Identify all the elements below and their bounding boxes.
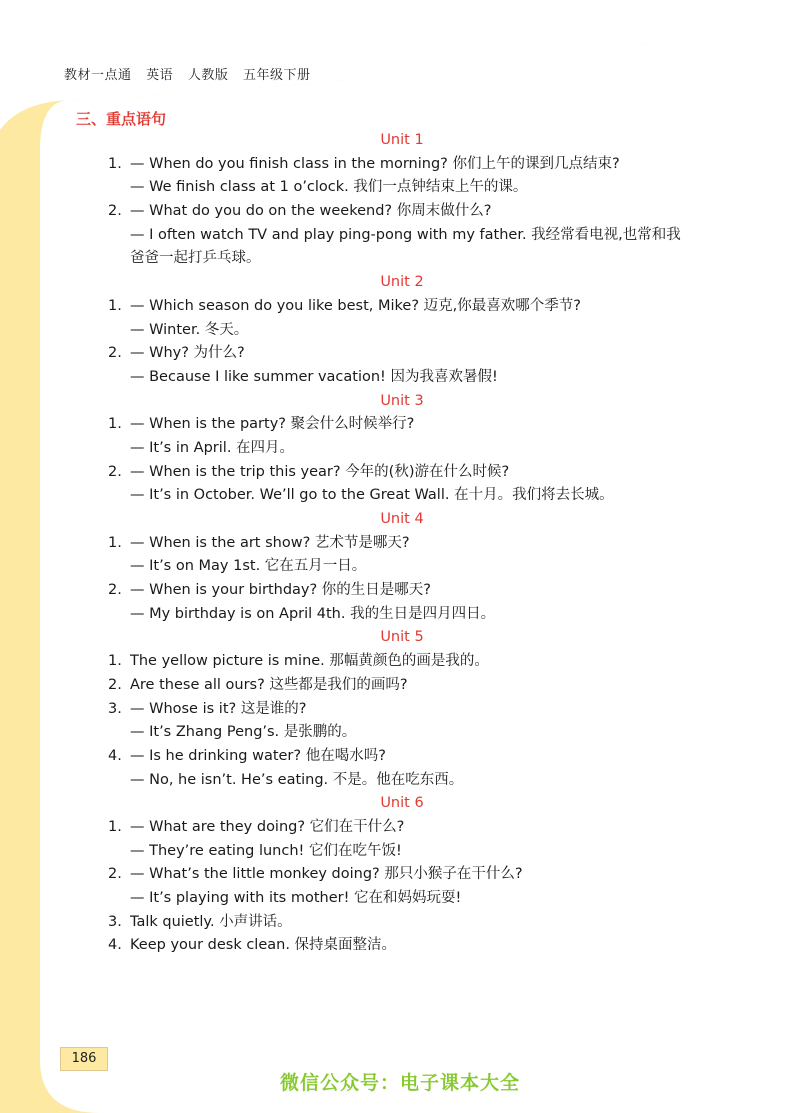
sentence-item <box>0 153 800 177</box>
item-text: The yellow picture is mine. 那幅黄颜色的画是我的。 <box>130 653 489 670</box>
item-number: 1. <box>108 534 122 551</box>
unit-title: Unit 4 <box>380 511 424 527</box>
item-text: — Is he drinking water? 他在喝水吗? <box>130 747 386 764</box>
item-number: 1. <box>108 416 122 433</box>
item-number: 4. <box>108 937 122 954</box>
sentence-line: — My birthday is on April 4th. 我的生日是四月四日。 <box>130 605 496 622</box>
item-text: — When do you finish class in the morning? 你们上午的课到几点结束? <box>130 155 620 172</box>
sentence-item <box>0 650 800 674</box>
sentence-line: — It’s in October. We’ll go to the Great Wall. 在十月。我们将去长城。 <box>130 487 614 504</box>
item-text: — Why? 为什么? <box>130 345 245 362</box>
item-text: — When is the party? 聚会什么时候举行? <box>130 416 415 433</box>
page-number: 186 <box>60 1047 108 1071</box>
sentence-item <box>0 698 800 722</box>
item-text: — What are they doing? 它们在干什么? <box>130 818 405 835</box>
item-number: 1. <box>108 155 122 172</box>
unit-title: Unit 1 <box>380 132 424 148</box>
sentence-item <box>0 200 800 224</box>
sentence-item <box>0 934 800 958</box>
item-text: — Which season do you like best, Mike? 迈克,你最喜欢哪个季节? <box>130 297 581 314</box>
item-text: — When is the trip this year? 今年的(秋)游在什么时候? <box>130 463 510 480</box>
item-text: — What’s the little monkey doing? 那只小猴子在干什么? <box>130 866 523 883</box>
item-text: — What do you do on the weekend? 你周末做什么? <box>130 203 492 220</box>
item-number: 1. <box>108 297 122 314</box>
header-edition: 人教版 <box>187 68 229 83</box>
item-number: 3. <box>108 700 122 717</box>
sentence-line: — It’s playing with its mother! 它在和妈妈玩耍! <box>130 890 462 906</box>
item-number: 2. <box>108 582 122 599</box>
unit-title: Unit 2 <box>380 274 424 291</box>
item-text: — When is your birthday? 你的生日是哪天? <box>130 582 432 599</box>
item-text: Keep your desk clean. 保持桌面整洁。 <box>130 937 397 954</box>
sentence-line: — Because I like summer vacation! 因为我喜欢暑假! <box>130 368 498 385</box>
sentence-item <box>0 579 800 603</box>
sentence-line: — It’s in April. 在四月。 <box>130 439 295 456</box>
unit-title: Unit 6 <box>380 795 424 812</box>
sentence-line: — I often watch TV and play ping-pong with my father. 我经常看电视,也常和我 <box>130 226 681 243</box>
sentence-line: — No, he isn’t. He’s eating. 不是。他在吃东西。 <box>130 771 464 788</box>
sentence-line: 爸爸一起打乒乓球。 <box>130 250 261 267</box>
header-series: 教材一点通 <box>64 68 132 83</box>
item-number: 2. <box>108 463 122 480</box>
item-number: 1. <box>108 653 122 670</box>
unit-title: Unit 3 <box>380 392 424 409</box>
sentence-line: — It’s on May 1st. 它在五月一日。 <box>130 558 367 575</box>
item-text: Talk quietly. 小声讲话。 <box>130 913 292 930</box>
sentence-line: — They’re eating lunch! 它们在吃午饭! <box>130 842 402 859</box>
sentence-item <box>0 295 800 319</box>
sentence-item <box>0 461 800 485</box>
header-grade: 五年级下册 <box>242 68 311 83</box>
header-subject: 英语 <box>146 68 174 83</box>
sentence-line: — We finish class at 1 o’clock. 我们一点钟结束上午的课。 <box>130 179 528 196</box>
sentence-item <box>0 745 800 769</box>
item-number: 2. <box>108 676 122 693</box>
item-text: Are these all ours? 这些都是我们的画吗? <box>130 676 408 693</box>
item-text: — When is the art show? 艺术节是哪天? <box>130 534 410 551</box>
sentence-item <box>0 532 800 556</box>
key-sentences-list <box>0 129 800 958</box>
sentence-item <box>0 413 800 437</box>
sentence-item <box>0 674 800 698</box>
section-title: 三、重点语句 <box>76 110 167 128</box>
item-number: 4. <box>108 747 122 764</box>
book-header <box>64 64 320 83</box>
sentence-line: — Winter. 冬天。 <box>130 321 249 338</box>
sentence-line: — It’s Zhang Peng’s. 是张鹏的。 <box>130 724 357 741</box>
item-text: — Whose is it? 这是谁的? <box>130 700 307 717</box>
sentence-item <box>0 342 800 366</box>
item-number: 3. <box>108 913 122 930</box>
item-number: 1. <box>108 818 122 835</box>
item-number: 2. <box>108 345 122 362</box>
watermark: 微信公众号：电子课本大全 <box>279 1072 520 1094</box>
sentence-item <box>0 911 800 935</box>
item-number: 2. <box>108 203 122 220</box>
sentence-item <box>0 863 800 887</box>
sentence-item <box>0 816 800 840</box>
item-number: 2. <box>108 866 122 883</box>
unit-title: Unit 5 <box>380 629 424 646</box>
